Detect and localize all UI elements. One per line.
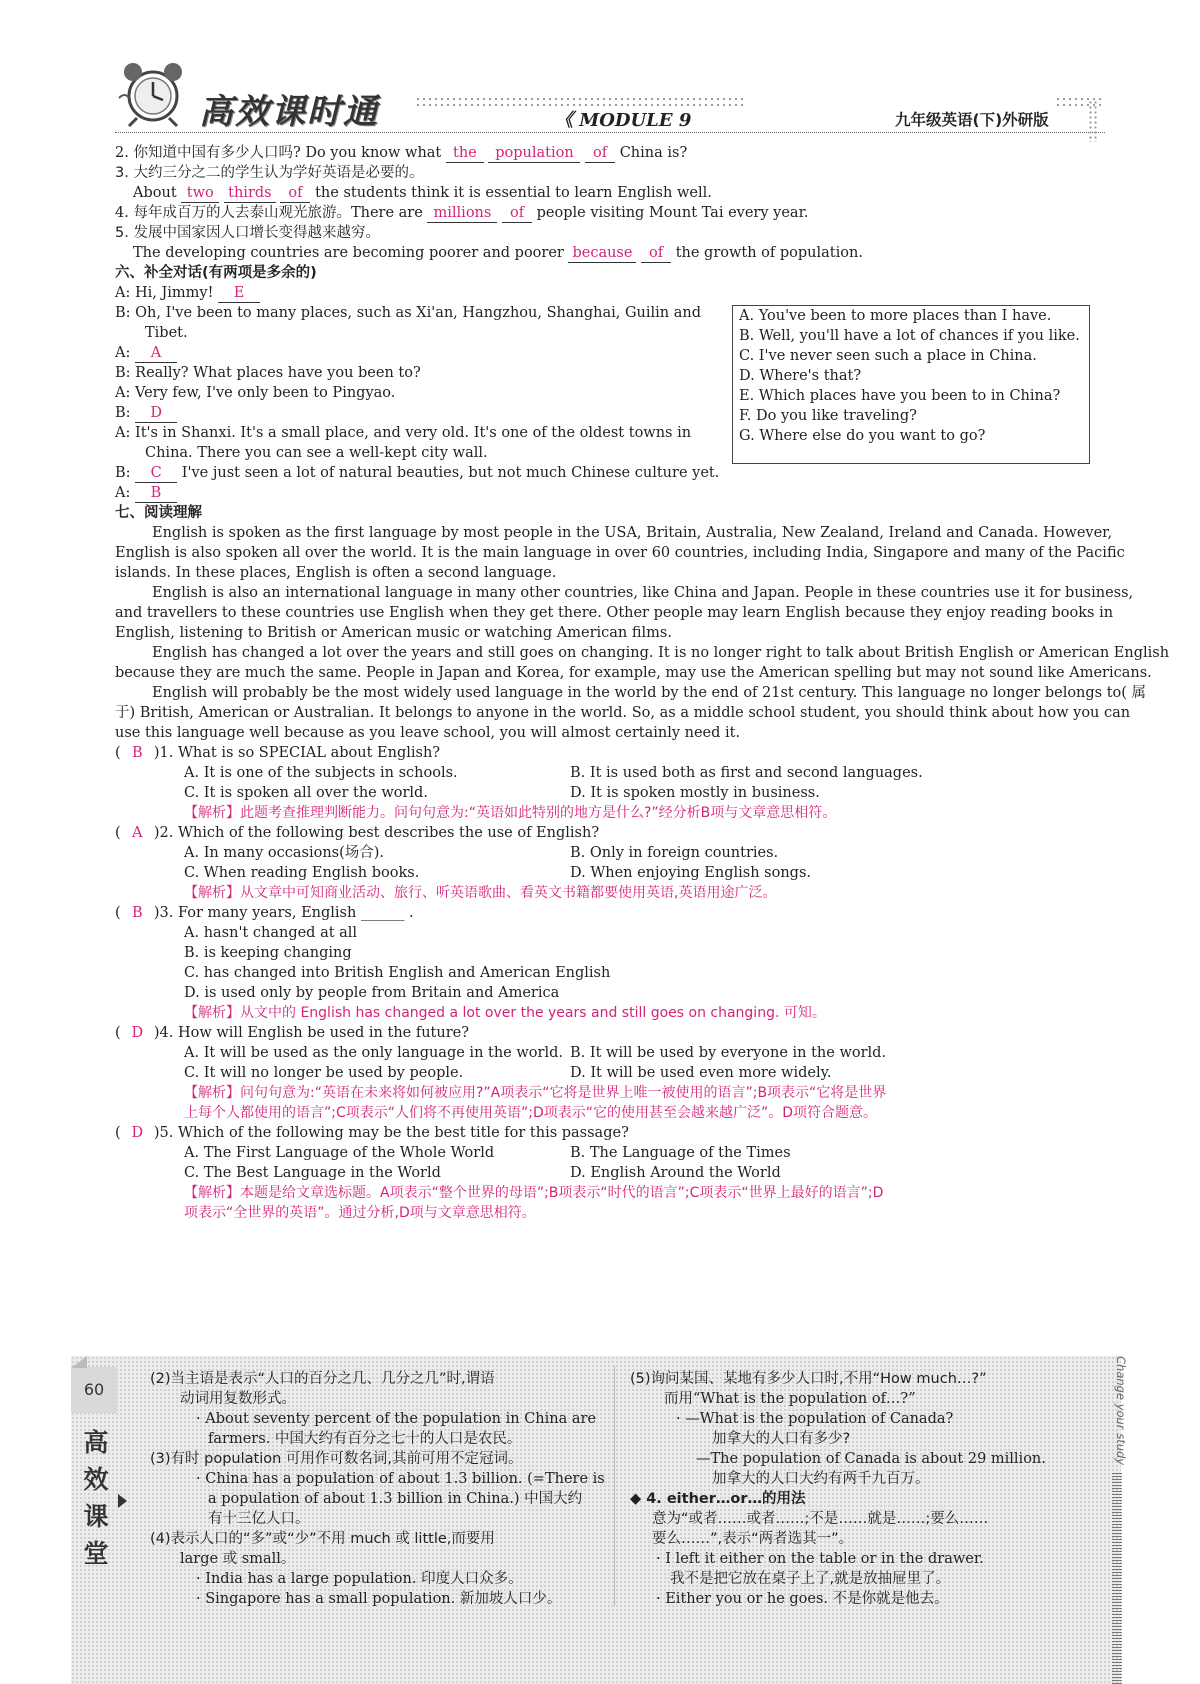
dialog-line: China. There you can see a well-kept city wall.: [145, 445, 488, 461]
note-line: 加拿大的人口大约有两千九百万。: [712, 1471, 930, 1487]
answer-explanation: 【解析】从文中的 English has changed a lot over the years and still goes on changing. 可知。: [184, 1005, 826, 1021]
note-line: (2)当主语是表示“人口的百分之几、几分之几”时,谓语: [150, 1371, 495, 1387]
note-line: 而用“What is the population of…?”: [664, 1391, 916, 1407]
dialog-option: B. Well, you'll have a lot of chances if you like.: [739, 328, 1080, 344]
dialog-line: A: Very few, I've only been to Pingyao.: [115, 385, 396, 401]
answer-blank: of: [585, 144, 615, 163]
answer-explanation: 【解析】问句句意为:“英语在未来将如何被应用?”A项表示“它将是世界上唯一被使用的语言”;B项表示“它将是世界: [184, 1085, 887, 1101]
choice-b: B. Only in foreign countries.: [570, 845, 779, 861]
dialog-line: B: D: [115, 404, 177, 423]
question-4: 4. 每年成百万的人去泰山观光旅游。There are millions of people visiting Mount Tai every year.: [115, 205, 809, 221]
answer-blank: of: [280, 184, 310, 203]
dialog-option: C. I've never seen such a place in China.: [739, 348, 1037, 364]
page-number: 60: [71, 1367, 117, 1413]
choice-c: C. The Best Language in the World: [184, 1165, 441, 1181]
reading-question-1: ( B )1. What is so SPECIAL about English?: [115, 745, 441, 761]
passage-line: English, listening to British or American music or watching American films.: [115, 625, 672, 641]
answer-blank: of: [502, 204, 532, 223]
vertical-slogan: Change your study: [1114, 1356, 1128, 1466]
choice-a: A. It is one of the subjects in schools.: [184, 765, 458, 781]
answer-explanation: 项表示“全世界的英语”。通过分析,D项与文章意思相符。: [184, 1205, 536, 1221]
note-line: —The population of Canada is about 29 million.: [696, 1451, 1046, 1467]
answer-explanation: 上每个人都使用的语言”;C项表示“人们将不再使用英语”;D项表示“它的使用甚至会越来越广泛”。D项符合题意。: [184, 1105, 878, 1121]
answer-blank: C: [135, 464, 177, 483]
passage-line: use this language well because as you leave school, you will almost certainly need it.: [115, 725, 741, 741]
note-line: 有十三亿人口。: [208, 1511, 310, 1527]
choice-b: B. It will be used by everyone in the world.: [570, 1045, 887, 1061]
note-line: 我不是把它放在桌子上了,就是放抽屉里了。: [670, 1571, 951, 1587]
passage-line: English has changed a lot over the years and still goes on changing. It is no longer right to talk about British English or American English: [152, 645, 1170, 661]
answer-blank: millions: [427, 204, 497, 223]
answer-blank: A: [135, 344, 177, 363]
edition-label: 九年级英语(下)外研版: [895, 111, 1049, 129]
module-title: 《 MODULE 9: [555, 110, 692, 131]
note-line: (5)询问某国、某地有多少人口时,不用“How much…?”: [630, 1371, 987, 1387]
choice-b: B. The Language of the Times: [570, 1145, 791, 1161]
answer-blank: E: [218, 284, 260, 303]
question-3-cn: 3. 大约三分之二的学生认为学好英语是必要的。: [115, 165, 424, 181]
choice-d: D. It is spoken mostly in business.: [570, 785, 820, 801]
question-5-cn: 5. 发展中国家因人口增长变得越来越穷。: [115, 225, 380, 241]
dialog-line: B: C I've just seen a lot of natural beauties, but not much Chinese culture yet.: [115, 465, 720, 481]
passage-line: English is spoken as the first language by most people in the USA, Britain, Australia, New Zealand, Ireland and Canada. However,: [152, 525, 1113, 541]
panel-column-divider: [614, 1366, 615, 1606]
edge-stripe-decoration: [1112, 1472, 1122, 1684]
dialog-line: B: Really? What places have you been to?: [115, 365, 421, 381]
answer-blank: two: [181, 184, 219, 203]
choice-c: C. When reading English books.: [184, 865, 420, 881]
header-divider: [115, 132, 1105, 133]
choice-a: A. The First Language of the Whole World: [184, 1145, 495, 1161]
alarm-clock-logo-icon: [115, 58, 191, 128]
dialog-option: A. You've been to more places than I have.: [739, 308, 1052, 324]
choice-d: D. When enjoying English songs.: [570, 865, 812, 881]
passage-line: 于) British, American or Australian. It belongs to anyone in the world. So, as a middle school student, you should think about how you can: [115, 705, 1131, 721]
side-section-label: 高 效 课 堂: [83, 1428, 109, 1568]
note-line: · I left it either on the table or in the drawer.: [656, 1551, 984, 1567]
choice-c: C. It will no longer be used by people.: [184, 1065, 464, 1081]
note-line: (3)有时 population 可用作可数名词,其前可用不定冠词。: [150, 1451, 523, 1467]
section-6-title: 六、补全对话(有两项是多余的): [115, 265, 317, 281]
dialog-line: A: Hi, Jimmy! E: [115, 284, 260, 303]
dialog-option: G. Where else do you want to go?: [739, 428, 986, 444]
choice-d: D. is used only by people from Britain and America: [184, 985, 560, 1001]
answer-blank: B: [135, 484, 177, 503]
answer-explanation: 【解析】从文章中可知商业活动、旅行、听英语歌曲、看英文书籍都要使用英语,英语用途广泛。: [184, 885, 777, 901]
choice-b: B. is keeping changing: [184, 945, 352, 961]
reading-question-5: ( D )5. Which of the following may be the best title for this passage?: [115, 1125, 629, 1141]
dialog-line: A: A: [115, 344, 177, 363]
answer-explanation: 【解析】本题是给文章选标题。A项表示“整个世界的母语”;B项表示“时代的语言”;C项表示“世界上最好的语言”;D: [184, 1185, 884, 1201]
choice-a: A. It will be used as the only language in the world.: [184, 1045, 563, 1061]
choice-d: D. English Around the World: [570, 1165, 781, 1181]
side-dot-pattern: [1088, 100, 1098, 142]
page-header: [115, 58, 1105, 136]
reading-question-4: ( D )4. How will English be used in the future?: [115, 1025, 470, 1041]
choice-c: C. has changed into British English and American English: [184, 965, 611, 981]
question-3-en: About two thirds of the students think it is essential to learn English well.: [133, 185, 712, 201]
dialog-line: A: B: [115, 484, 177, 503]
answer-blank: population: [488, 144, 580, 163]
note-line: 要么……”,表示“两者选其一”。: [652, 1531, 854, 1547]
page-corner-decoration: [71, 1356, 87, 1368]
choice-c: C. It is spoken all over the world.: [184, 785, 428, 801]
note-line: (4)表示人口的“多”或“少”不用 much 或 little,而要用: [150, 1531, 495, 1547]
answer-blank: of: [641, 244, 671, 263]
note-line: a population of about 1.3 billion in China.) 中国大约: [208, 1491, 583, 1507]
passage-line: English is also spoken all over the world. It is the main language in over 60 countries, including India, Singapore and many of the Pacific: [115, 545, 1125, 561]
question-2: 2. 你知道中国有多少人口吗? Do you know what the population of China is?: [115, 145, 688, 161]
dialog-option: F. Do you like traveling?: [739, 408, 917, 424]
dialog-line: A: It's in Shanxi. It's a small place, and very old. It's one of the oldest towns in: [115, 425, 692, 441]
note-line: 加拿大的人口有多少?: [712, 1431, 851, 1447]
dialog-line: B: Oh, I've been to many places, such as Xi'an, Hangzhou, Shanghai, Guilin and: [115, 305, 701, 321]
answer-blank: thirds: [224, 184, 276, 203]
passage-line: English is also an international language in many other countries, like China and Japan. People in these countries use it for business,: [152, 585, 1134, 601]
note-line: 意为“或者……或者……;不是……就是……;要么……: [652, 1511, 989, 1527]
choice-d: D. It will be used even more widely.: [570, 1065, 832, 1081]
choice-b: B. It is used both as first and second languages.: [570, 765, 923, 781]
section-7-title: 七、阅读理解: [115, 505, 202, 521]
note-line: · China has a population of about 1.3 billion. (=There is: [196, 1471, 605, 1487]
brand-logo-text: 高效课时通: [199, 92, 379, 132]
note-line: 动词用复数形式。: [180, 1391, 296, 1407]
note-line: · About seventy percent of the population in China are: [196, 1411, 597, 1427]
note-line: · India has a large population. 印度人口众多。: [196, 1571, 523, 1587]
note-heading: ◆ 4. either…or…的用法: [630, 1491, 806, 1507]
note-line: · Singapore has a small population. 新加坡人口少。: [196, 1591, 562, 1607]
note-line: farmers. 中国大约有百分之七十的人口是农民。: [208, 1431, 522, 1447]
passage-line: English will probably be the most widely used language in the world by the end of 21st century. This language no longer belongs to( 属: [152, 685, 1147, 701]
note-line: · —What is the population of Canada?: [676, 1411, 954, 1427]
answer-blank: because: [568, 244, 636, 263]
dialog-option: D. Where's that?: [739, 368, 862, 384]
reading-question-2: ( A )2. Which of the following best describes the use of English?: [115, 825, 600, 841]
question-5-en: The developing countries are becoming poorer and poorer because of the growth of population.: [133, 245, 863, 261]
dialog-line: Tibet.: [145, 325, 188, 341]
choice-a: A. hasn't changed at all: [184, 925, 358, 941]
reading-question-3: ( B )3. For many years, English ______ .: [115, 905, 414, 921]
passage-line: because they are much the same. People in Japan and Korea, for example, may use the American spelling but may not sound like Americans.: [115, 665, 1152, 681]
note-line: large 或 small。: [180, 1551, 296, 1567]
passage-line: islands. In these places, English is often a second language.: [115, 565, 557, 581]
passage-line: and travellers to these countries use English when they get there. Other people may learn English because they enjoy reading books in: [115, 605, 1114, 621]
choice-a: A. In many occasions(场合).: [184, 845, 385, 861]
answer-blank: the: [446, 144, 484, 163]
dialog-option: E. Which places have you been to in China?: [739, 388, 1061, 404]
dialog-options-box: [732, 305, 1090, 464]
note-line: · Either you or he goes. 不是你就是他去。: [656, 1591, 949, 1607]
pointer-triangle-icon: [118, 1494, 127, 1508]
answer-explanation: 【解析】此题考查推理判断能力。问句句意为:“英语如此特别的地方是什么?”经分析B项与文章意思相符。: [184, 805, 837, 821]
answer-blank: D: [135, 404, 177, 423]
